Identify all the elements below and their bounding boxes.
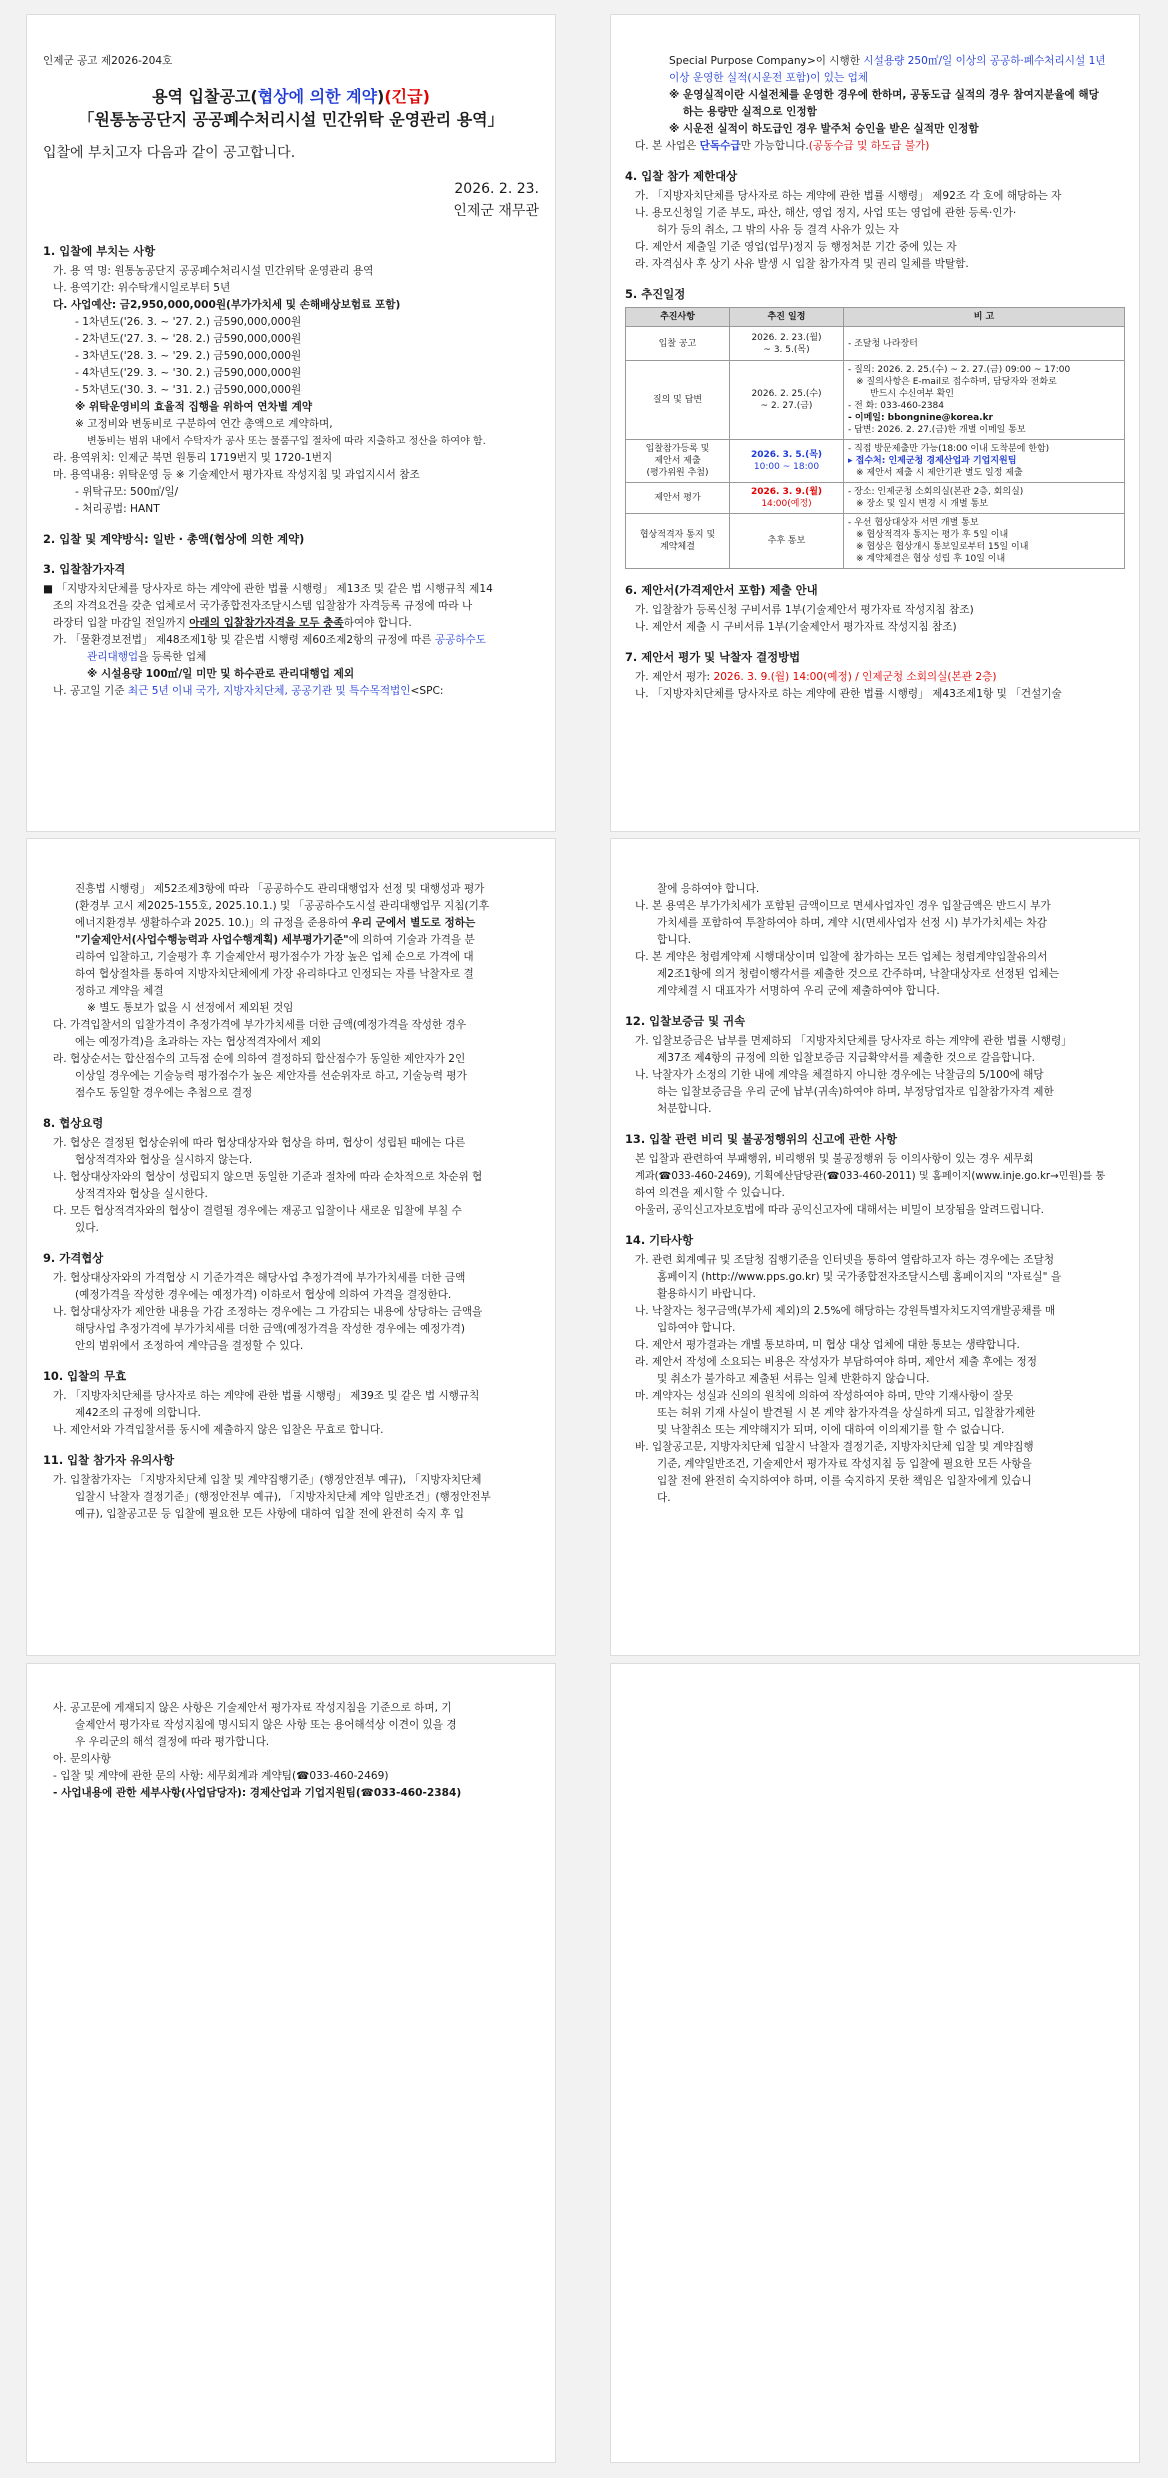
title-part: 용역 입찰공고( bbox=[152, 87, 258, 106]
text-span: 가. 「물환경보전법」 제48조제1항 및 같은법 시행령 제60조제2항의 규정에 따른 bbox=[53, 634, 435, 646]
title-part: ) bbox=[377, 87, 385, 106]
text-line: 합니다. bbox=[657, 934, 692, 946]
text-span-blue: 최근 5년 이내 국가, 지방자치단체, 공공기관 및 특수목적법인 bbox=[127, 685, 411, 697]
text-line: 홈페이지 (http://www.pps.go.kr) 및 국가종합전자조달시스템 홈페이지의 "자료실" 을 bbox=[657, 1271, 1062, 1283]
cell-line: - 우선 협상대상자 서면 개별 통보 bbox=[848, 518, 979, 528]
text-line: 아울러, 공익신고자보호법에 따라 공익신고자에 대해서는 비밀이 보장됨을 알려드립니다. bbox=[635, 1204, 1044, 1216]
section-heading: 14. 기타사항 bbox=[625, 1233, 694, 1247]
text-span-emphasis: 우리 군에서 별도로 정하는 bbox=[351, 917, 476, 929]
section-heading: 12. 입찰보증금 및 귀속 bbox=[625, 1014, 746, 1028]
text-line: ※ 시설용량 100㎥/일 미만 및 하수관로 관리대행업 제외 bbox=[87, 668, 355, 680]
title-contract-type: 협상에 의한 계약 bbox=[257, 87, 378, 106]
section-heading: 7. 제안서 평가 및 낙찰자 결정방법 bbox=[625, 650, 801, 664]
text-line: 나. 제안서와 가격입찰서를 동시에 제출하지 않은 입찰은 무효로 합니다. bbox=[53, 1424, 384, 1436]
text-line: 다. 사업예산: 금2,950,000,000원(부가가치세 및 손해배상보험료 포함) bbox=[53, 299, 401, 311]
table-cell: 협상적격자 통지 및 계약체결 bbox=[626, 514, 730, 569]
text-line: ■ 「지방자치단체를 당사자로 하는 계약에 관한 법률 시행령」 제13조 및 같은 법 시행규칙 제14 bbox=[43, 583, 493, 595]
text-line: 본 입찰과 관련하여 부패행위, 비리행위 및 불공정행위 등 이의사항이 있는 경우 세무회 bbox=[635, 1153, 1034, 1165]
text-line bbox=[625, 53, 1125, 70]
cell-line: 10:00 ~ 18:00 bbox=[753, 462, 820, 472]
intro-text: 입찰에 부치고자 다음과 같이 공고합니다. bbox=[43, 145, 296, 161]
text-line: 점수도 동일할 경우에는 추첨으로 결정 bbox=[75, 1087, 253, 1099]
cell-line: - 질의: 2026. 2. 25.(수) ~ 2. 27.(금) 09:00 ~ 17:00 bbox=[848, 365, 1071, 375]
text-line: 하는 용량만 실적으로 인정함 bbox=[683, 106, 817, 118]
text-line bbox=[43, 615, 539, 632]
text-line: 및 낙찰취소 또는 계약해지가 되며, 이에 대하여 이의제기를 할 수 없습니다. bbox=[657, 1424, 1005, 1436]
text-line: 마. 계약자는 성실과 신의의 원칙에 의하여 작성하여야 하며, 만약 기재사항이 잘못 bbox=[635, 1390, 1014, 1402]
table-row bbox=[626, 514, 1125, 569]
table-cell: 질의 및 답변 bbox=[626, 361, 730, 440]
table-cell bbox=[844, 514, 1125, 569]
text-line: 입찰시 낙찰자 결정기준」(행정안전부 예규), 「지방자치단체 계약 일반조건」(행정안전부 bbox=[75, 1491, 491, 1503]
table-cell: 2026. 2. 23.(월) ~ 3. 5.(목) bbox=[730, 327, 844, 361]
text-line: 술제안서 평가자료 작성지침에 명시되지 않은 사항 또는 용어해석상 이견이 있을 경 bbox=[75, 1719, 457, 1731]
table-cell: 제안서 평가 bbox=[626, 483, 730, 514]
text-line: 나. 용모신청일 기준 부도, 파산, 해산, 영업 정지, 사업 또는 영업에 관한 등록·인가· bbox=[635, 207, 1017, 219]
text-line: 바. 입찰공고문, 지방자치단체 입찰시 낙찰자 결정기준, 지방자치단체 입찰 및 계약집행 bbox=[635, 1441, 1034, 1453]
text-line: 상적격자와 협상을 실시한다. bbox=[75, 1188, 208, 1200]
text-span: 라장터 입찰 마감일 전일까지 bbox=[53, 617, 190, 629]
text-span: 나. 공고일 기준 bbox=[53, 685, 128, 697]
notice-title bbox=[43, 86, 539, 108]
document-page-5 bbox=[26, 1663, 556, 2463]
section-heading: 10. 입찰의 무효 bbox=[43, 1369, 127, 1383]
cell-line: ※ 질의사항은 E-mail로 접수하며, 담당자와 전화로 bbox=[856, 377, 1057, 387]
cell-line: 2026. 3. 9.(월) bbox=[750, 487, 823, 497]
text-line: 가치세를 포함하여 투찰하여야 하며, 계약 시(면세사업자 선정 시) 부가가치세는 차감 bbox=[657, 917, 1047, 929]
text-span: 만 가능합니다. bbox=[740, 140, 809, 152]
cell-line: - 전 화: 033-460-2384 bbox=[848, 401, 945, 411]
text-line: 에는 예정가격)을 초과하는 자는 협상적격자에서 제외 bbox=[75, 1036, 322, 1048]
text-line: 허가 등의 취소, 그 밖의 사유 등 결격 사유가 있는 자 bbox=[657, 224, 899, 236]
title-urgent: (긴급) bbox=[384, 87, 430, 106]
text-line: 가. 용 역 명: 원통농공단지 공공폐수처리시설 민간위탁 운영관리 용역 bbox=[53, 265, 374, 277]
text-line: 사. 공고문에 게재되지 않은 사항은 기술제안서 평가자료 작성지침을 기준으로 하며, 기 bbox=[53, 1702, 452, 1714]
table-row bbox=[626, 361, 1125, 440]
text-line: 변동비는 범위 내에서 수탁자가 공사 또는 물품구입 절차에 따라 지출하고 정산을 하여야 함. bbox=[87, 436, 486, 447]
text-line: 입하여야 합니다. bbox=[657, 1322, 736, 1334]
cell-line: ※ 계약체결은 협상 성립 후 10일 이내 bbox=[856, 554, 1006, 564]
table-header-row bbox=[626, 308, 1125, 327]
table-cell: - 조달청 나라장터 bbox=[844, 327, 1125, 361]
cell-line: ※ 제안서 제출 시 제안기관 별도 일정 제출 bbox=[856, 468, 1023, 478]
text-line: 라. 자격심사 후 상기 사유 발생 시 입찰 참가자격 및 권리 일체를 박탈함. bbox=[635, 258, 969, 270]
text-line: 입찰 전에 완전히 숙지하여야 하며, 이를 숙지하지 못한 책임은 입찰자에게 있습니 bbox=[657, 1475, 1032, 1487]
cell-line: 14:00(예정) bbox=[761, 499, 812, 509]
text-span: 에너지환경부 생활하수과 2025. 10.)」의 규정을 준용하여 bbox=[75, 917, 352, 929]
text-line: 안의 범위에서 조정하여 계약금을 결정할 수 있다. bbox=[75, 1340, 304, 1352]
text-line: 찰에 응하여야 합니다. bbox=[657, 883, 760, 895]
text-line: 나. 낙찰자가 소정의 기한 내에 계약을 체결하지 아니한 경우에는 낙찰금의 5/100에 해당 bbox=[635, 1069, 1044, 1081]
text-line: ※ 운영실적이란 시설전체를 운영한 경우에 한하며, 공동도급 실적의 경우 참여지분율에 해당 bbox=[669, 89, 1099, 101]
section-heading: 9. 가격협상 bbox=[43, 1251, 104, 1265]
project-title: 「원통농공단지 공공폐수처리시설 민간위탁 운영관리 용역」 bbox=[78, 110, 504, 129]
cell-line: 반드시 수신여부 확인 bbox=[870, 389, 954, 399]
table-row bbox=[626, 327, 1125, 361]
table-cell bbox=[844, 440, 1125, 483]
table-cell: 추후 통보 bbox=[730, 514, 844, 569]
text-span-blue: 관리대행업 bbox=[87, 651, 139, 663]
text-line bbox=[43, 932, 539, 949]
text-line: ※ 위탁운영비의 효율적 집행을 위하여 연차별 계약 bbox=[75, 401, 313, 413]
text-line: 계약체결 시 대표자가 서명하여 우리 군에 제출하여야 합니다. bbox=[657, 985, 940, 997]
text-line: 해당사업 추정가격에 부가가치세를 더한 금액(예정가격을 작성한 경우에는 예정가격) bbox=[75, 1323, 466, 1335]
column-header: 추진 일정 bbox=[730, 308, 844, 327]
text-line: 하는 입찰보증금을 우리 군에 납부(귀속)하여야 하며, 부정당업자로 입찰참가자격 제한 bbox=[657, 1086, 1054, 1098]
table-row bbox=[626, 483, 1125, 514]
text-span: 가. 제안서 평가: bbox=[635, 671, 714, 683]
text-line: 라. 제안서 작성에 소요되는 비용은 작성자가 부담하여야 하며, 제안서 제출 후에는 정정 bbox=[635, 1356, 1037, 1368]
cell-line: ※ 장소 및 일시 변경 시 개별 통보 bbox=[856, 499, 988, 509]
document-page-1 bbox=[26, 14, 556, 832]
text-span: 하여야 합니다. bbox=[343, 617, 412, 629]
section-heading: 5. 추진일정 bbox=[625, 287, 686, 301]
text-line: 리하여 입찰하고, 기술평가 후 기술제안서 평가점수가 가장 높은 업체 순으로 가격에 대 bbox=[75, 951, 474, 963]
text-line: 나. 용역기간: 위수탁개시일로부터 5년 bbox=[53, 282, 231, 294]
text-line: (환경부 고시 제2025-155호, 2025.10.1.) 및 「공공하수도시설 관리대행업무 지침(기후 bbox=[75, 900, 490, 912]
document-page-2 bbox=[610, 14, 1140, 832]
text-line: - 1차년도('26. 3. ~ '27. 2.) 금590,000,000원 bbox=[75, 316, 302, 328]
text-line: (예정가격을 작성한 경우에는 예정가격) 이하로서 협상에 의하여 가격을 결정한다. bbox=[75, 1289, 452, 1301]
text-line bbox=[625, 669, 1125, 686]
table-cell bbox=[730, 483, 844, 514]
section-heading: 3. 입찰참가자격 bbox=[43, 562, 126, 576]
document-page-3 bbox=[26, 838, 556, 1656]
text-line: 가. 협상대상자와의 가격협상 시 기준가격은 해당사업 추정가격에 부가가치세를 더한 금액 bbox=[53, 1272, 466, 1284]
text-line: 정하고 계약을 체결 bbox=[75, 985, 164, 997]
text-line: 다. 제안서 제출일 기준 영업(업무)정지 등 행정처분 기간 중에 있는 자 bbox=[635, 241, 957, 253]
notice-date: 2026. 2. 23. bbox=[454, 181, 539, 197]
text-line: - 2차년도('27. 3. ~ '28. 2.) 금590,000,000원 bbox=[75, 333, 302, 345]
text-line: 협상적격자와 협상을 실시하지 않는다. bbox=[75, 1154, 253, 1166]
section-heading: 6. 제안서(가격제안서 포함) 제출 안내 bbox=[625, 583, 818, 597]
cell-line: - 답변: 2026. 2. 27.(금)한 개별 이메일 통보 bbox=[848, 425, 1026, 435]
text-line: 기준, 계약일반조건, 기술제안서 평가자료 작성지침 등 입찰에 필요한 모든 사항을 bbox=[657, 1458, 1032, 1470]
text-line: 다. 본 계약은 청렴계약제 시행대상이며 입찰에 참가하는 모든 업체는 청렴계약입찰유의서 bbox=[635, 951, 1048, 963]
text-span-emphasis: 아래의 입찰참가자격을 모두 충족 bbox=[189, 617, 344, 629]
text-line: ※ 시운전 실적이 하도급인 경우 발주처 승인을 받은 실적만 인정함 bbox=[669, 123, 979, 135]
table-row bbox=[626, 440, 1125, 483]
text-line: 계과(☎033-460-2469), 기획예산담당관(☎033-460-2011) 및 홈페이지(www.inje.go.kr→민원)를 통 bbox=[635, 1171, 1106, 1182]
cell-line: ※ 협상은 협상개시 통보일로부터 15일 이내 bbox=[856, 542, 1029, 552]
text-span-blue: 공공하수도 bbox=[434, 634, 487, 646]
text-line: 가. 입찰보증금은 납부를 면제하되 「지방자치단체를 당사자로 하는 계약에 관한 법률 시행령」 bbox=[635, 1035, 1072, 1047]
text-line: 가. 입찰참가 등록신청 구비서류 1부(기술제안서 평가자료 작성지침 참조) bbox=[635, 604, 974, 616]
schedule-table bbox=[625, 307, 1125, 569]
text-span: 을 등록한 업체 bbox=[138, 651, 207, 663]
text-line: 활용하시기 바랍니다. bbox=[657, 1288, 756, 1300]
text-span-red: 2026. 3. 9.(월) 14:00(예정) / 인제군청 소회의실(본관 2층) bbox=[713, 671, 997, 683]
text-line: 가. 「지방자치단체를 당사자로 하는 계약에 관한 법률 시행령」 제39조 및 같은 법 시행규칙 bbox=[53, 1390, 480, 1402]
text-line: 우 우리군의 해석 결정에 따라 평가합니다. bbox=[75, 1736, 270, 1748]
text-line: 이상일 경우에는 기술능력 평가점수가 높은 제안자를 선순위자로 하고, 기술능력 평가 bbox=[75, 1070, 467, 1082]
text-line: 다. 모든 협상적격자와의 협상이 결렬될 경우에는 재공고 입찰이나 새로운 입찰에 부칠 수 bbox=[53, 1205, 462, 1217]
text-line: 다. 제안서 평가결과는 개별 통보하며, 미 협상 대상 업체에 대한 통보는 생략합니다. bbox=[635, 1339, 1020, 1351]
text-line: 마. 용역내용: 위탁운영 등 ※ 기술제안서 평가자료 작성지침 및 과업지시서 참조 bbox=[53, 469, 420, 481]
text-line: 이상 운영한 실적(시운전 포함)이 있는 업체 bbox=[669, 72, 869, 84]
text-line: 처분합니다. bbox=[657, 1103, 712, 1115]
text-line: - 처리공법: HANT bbox=[75, 503, 160, 515]
text-line: 나. 협상대상자와의 협상이 성립되지 않으면 동일한 기준과 절차에 따라 순차적으로 차순위 협 bbox=[53, 1171, 483, 1183]
document-page-4 bbox=[610, 838, 1140, 1656]
text-line: 하여 의견을 제시할 수 있습니다. bbox=[635, 1187, 785, 1199]
text-line: 다. 가격입찰서의 입찰가격이 추정가격에 부가가치세를 더한 금액(예정가격을 작성한 경우 bbox=[53, 1019, 467, 1031]
section-heading: 2. 입찰 및 계약방식: 일반 · 총액(협상에 의한 계약) bbox=[43, 532, 305, 546]
text-span-emphasis: "기술제안서(사업수행능력과 사업수행계획) 세부평가기준" bbox=[75, 934, 349, 946]
text-line: 나. 「지방자치단체를 당사자로 하는 계약에 관한 법률 시행령」 제43조제1항 및 「건설기술 bbox=[635, 688, 1062, 700]
cell-line: - 장소: 인제군청 소회의실(본관 2층, 회의실) bbox=[848, 487, 1024, 497]
cell-line: ※ 협상적격자 통지는 평가 후 5일 이내 bbox=[856, 530, 1009, 540]
text-line: 나. 협상대상자가 제안한 내용을 가감 조정하는 경우에는 그 가감되는 내용에 상당하는 금액을 bbox=[53, 1306, 483, 1318]
text-line bbox=[625, 138, 1125, 155]
text-line: 가. 입찰참가자는 「지방자치단체 입찰 및 계약집행기준」(행정안전부 예규), 「지방자치단체 bbox=[53, 1474, 482, 1486]
text-line: 또는 허위 기재 사실이 발견될 시 본 계약 참가자격을 상실하게 되고, 입찰참가제한 bbox=[657, 1407, 1036, 1419]
text-line: - 입찰 및 계약에 관한 문의 사항: 세무회계과 계약팀(☎033-460-2469) bbox=[53, 1770, 389, 1782]
table-cell: 입찰참가등록 및 제안서 제출 (평가위원 추첨) bbox=[626, 440, 730, 483]
text-line: 가. 협상은 결정된 협상순위에 따라 협상대상자와 협상을 하며, 협상이 성립된 때에는 다른 bbox=[53, 1137, 466, 1149]
text-span: Special Purpose Company>이 시행한 bbox=[669, 55, 864, 67]
text-line: - 위탁규모: 500㎥/일/ bbox=[75, 486, 179, 498]
text-span-red: (공동수급 및 하도급 불가) bbox=[808, 140, 930, 152]
text-span-blue: 시설용량 250㎥/일 이상의 공공하·폐수처리시설 1년 bbox=[863, 55, 1106, 67]
text-line: 제37조 제4항의 규정에 의한 입찰보증금 지급확약서를 제출한 것으로 갈음합니다. bbox=[657, 1052, 1035, 1064]
section-heading: 11. 입찰 참가자 유의사항 bbox=[43, 1453, 175, 1467]
text-line bbox=[43, 683, 539, 700]
text-line bbox=[43, 649, 539, 666]
text-line: 라. 협상순서는 합산점수의 고득점 순에 의하여 결정하되 합산점수가 동일한 제안자가 2인 bbox=[53, 1053, 466, 1065]
text-span: <SPC: bbox=[410, 685, 444, 697]
table-cell bbox=[844, 483, 1125, 514]
text-line: 있다. bbox=[75, 1222, 99, 1234]
cell-line: - 이메일: bbongnine@korea.kr bbox=[848, 413, 993, 423]
section-heading: 13. 입찰 관련 비리 및 불공정행위의 신고에 관한 사항 bbox=[625, 1132, 897, 1146]
column-header: 비 고 bbox=[844, 308, 1125, 327]
text-line: ※ 고정비와 변동비로 구분하여 연간 총액으로 계약하며, bbox=[75, 418, 333, 430]
table-cell: 입찰 공고 bbox=[626, 327, 730, 361]
text-line: 조의 자격요건을 갖춘 업체로서 국가종합전자조달시스템 입찰참가 자격등록 규정에 따라 나 bbox=[53, 600, 473, 612]
cell-line: - 직접 방문제출만 가능(18:00 이내 도착분에 한함) bbox=[848, 444, 1050, 454]
text-line: - 3차년도('28. 3. ~ '29. 2.) 금590,000,000원 bbox=[75, 350, 302, 362]
cell-line: 2026. 3. 5.(목) bbox=[750, 450, 823, 460]
text-line: 나. 본 용역은 부가가치세가 포함된 금액이므로 면세사업자인 경우 입찰금액은 반드시 부가 bbox=[635, 900, 1051, 912]
document-page-6-blank bbox=[610, 1663, 1140, 2463]
text-span-blue: 단독수급 bbox=[699, 140, 741, 152]
table-cell bbox=[730, 440, 844, 483]
notice-number: 인제군 공고 제2026-204호 bbox=[43, 55, 173, 67]
text-line: 다. bbox=[657, 1492, 671, 1504]
column-header: 추진사항 bbox=[626, 308, 730, 327]
text-line: 라. 용역위치: 인제군 북면 원통리 1719번지 및 1720-1번지 bbox=[53, 452, 333, 464]
text-line: 가. 「지방자치단체를 당사자로 하는 계약에 관한 법률 시행령」 제92조 각 호에 해당하는 자 bbox=[635, 190, 1062, 202]
text-line bbox=[43, 632, 539, 649]
text-line: ※ 별도 통보가 없을 시 선정에서 제외된 것임 bbox=[87, 1002, 294, 1014]
text-line: - 사업내용에 관한 세부사항(사업담당자): 경제산업과 기업지원팀(☎033-460-2384) bbox=[53, 1787, 462, 1799]
text-line: 나. 제안서 제출 시 구비서류 1부(기술제안서 평가자료 작성지침 참조) bbox=[635, 621, 957, 633]
text-span: 에 의하여 기술과 가격을 분 bbox=[348, 934, 475, 946]
section-heading: 1. 입찰에 부치는 사항 bbox=[43, 244, 156, 258]
table-cell: 2026. 2. 25.(수) ~ 2. 27.(금) bbox=[730, 361, 844, 440]
text-line: 나. 낙찰자는 청구금액(부가세 제외)의 2.5%에 해당하는 강원특별자치도지역개발공채를 매 bbox=[635, 1305, 1056, 1317]
text-line: 제42조의 규정에 의합니다. bbox=[75, 1407, 201, 1419]
text-span: 다. 본 사업은 bbox=[635, 140, 700, 152]
text-line: 가. 관련 회계예규 및 조달청 집행기준을 인터넷을 통하여 열람하고자 하는 경우에는 조달청 bbox=[635, 1254, 1055, 1266]
text-line: 제2조1항에 의거 청렴이행각서를 제출한 것으로 간주하며, 낙찰대상자로 선정된 업체는 bbox=[657, 968, 1059, 980]
table-cell bbox=[844, 361, 1125, 440]
section-heading: 4. 입찰 참가 제한대상 bbox=[625, 169, 738, 183]
text-line: - 4차년도('29. 3. ~ '30. 2.) 금590,000,000원 bbox=[75, 367, 302, 379]
text-line: 하여 협상절차를 통하여 지방자치단체에게 가장 유리하다고 인정되는 자를 낙찰자로 결 bbox=[75, 968, 474, 980]
text-line: 예규), 입찰공고문 등 입찰에 필요한 모든 사항에 대하여 입찰 전에 완전히 숙지 후 입 bbox=[75, 1508, 464, 1520]
section-heading: 8. 협상요령 bbox=[43, 1116, 104, 1130]
text-line: 진흥법 시행령」 제52조제3항에 따라 「공공하수도 관리대행업자 선정 및 대행성과 평가 bbox=[75, 883, 485, 895]
issuer: 인제군 재무관 bbox=[453, 203, 539, 219]
cell-line: ▸ 접수처: 인제군청 경제산업과 기업지원팀 bbox=[848, 456, 1017, 466]
text-line bbox=[43, 915, 539, 932]
text-line: - 5차년도('30. 3. ~ '31. 2.) 금590,000,000원 bbox=[75, 384, 302, 396]
text-line: 및 취소가 불가하고 제출된 서류는 일체 반환하지 않습니다. bbox=[657, 1373, 930, 1385]
text-line: 아. 문의사항 bbox=[53, 1753, 111, 1765]
